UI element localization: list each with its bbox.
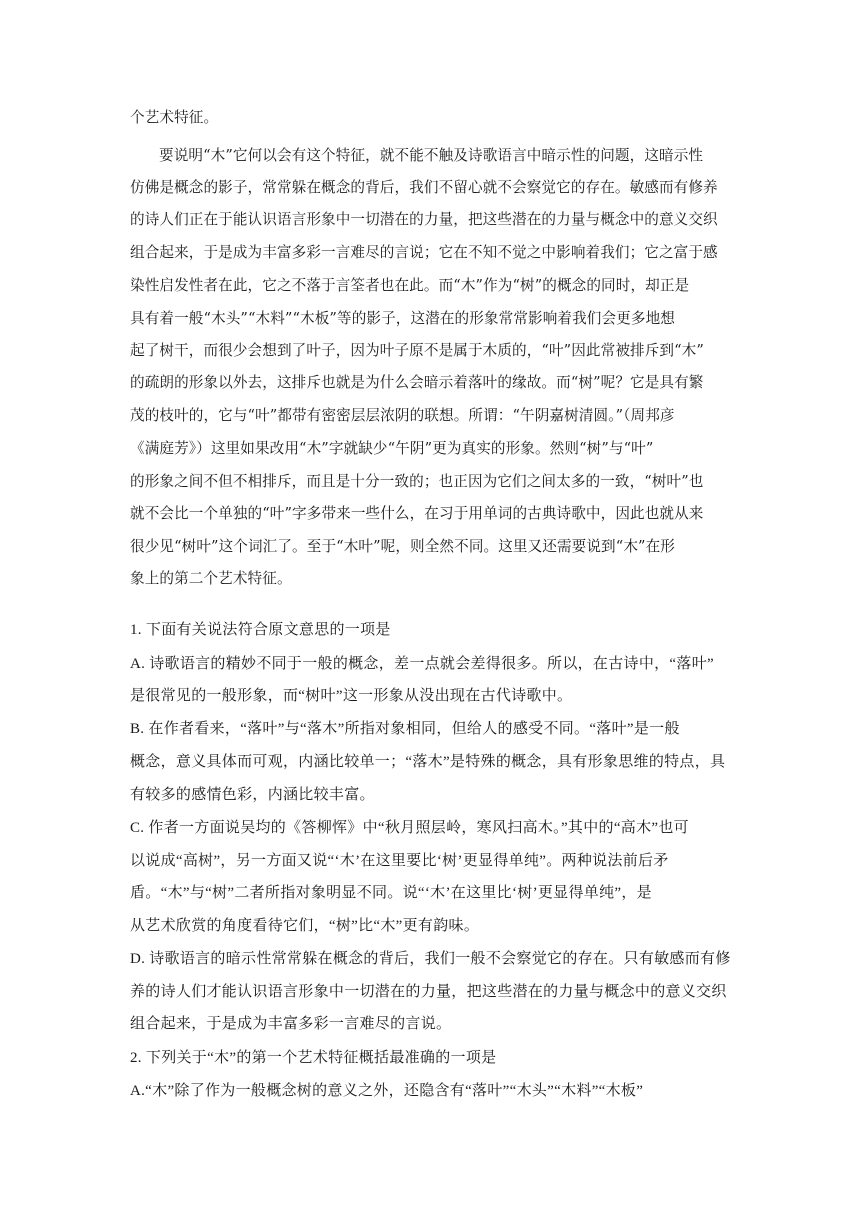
essay-line: 很少见“树叶”这个词汇了。至于“木叶”呢，则全然不同。这里又还需要说到“木”在形 (130, 538, 675, 555)
essay-line: 仿佛是概念的影子，常常躲在概念的背后，我们不留心就不会察觉它的存在。敏感而有修养 (130, 179, 718, 196)
option-a-line: A. 诗歌语言的精妙不同于一般的概念，差一点就会差得很多。所以，在古诗中，“落叶” (130, 656, 714, 672)
option-c-line: C. 作者一方面说吴均的《答柳恽》中“秋月照层岭，寒风扫高木。”其中的“高木”也可 (130, 820, 689, 836)
essay-line: 象上的第二个艺术特征。 (130, 570, 292, 587)
question-2: 2. 下列关于“木”的第一个艺术特征概括最准确的一项是 (130, 1050, 497, 1066)
option-c-line: 从艺术欣赏的角度看待它们，“树”比“木”更有韵味。 (130, 918, 480, 934)
essay-line: 组合起来，于是成为丰富多彩一言难尽的言说；它在不知不觉之中影响着我们；它之富于感 (130, 244, 718, 261)
essay-line: 个艺术特征。 (130, 109, 219, 126)
essay-line: 染性启发性者在此，它之不落于言筌者也在此。而“木”作为“树”的概念的同时，却正是 (130, 277, 690, 294)
essay-line: 的疏朗的形象以外去，这排斥也就是为什么会暗示着落叶的缘故。而“树”呢？它是具有繁 (130, 374, 704, 391)
option-d-line: D. 诗歌语言的暗示性常常躲在概念的背后，我们一般不会察觉它的存在。只有敏感而有修 (130, 951, 731, 967)
option-c-line: 以说成“高树”，另一方面又说“‘木’在这里要比‘树’更显得单纯”。两种说法前后矛 (130, 853, 669, 869)
essay-line: 茂的枝叶的，它与“叶”都带有密密层层浓阴的联想。所谓：“午阴嘉树清圆。”（周邦彦 (130, 407, 675, 424)
option-d-line: 组合起来，于是成为丰富多彩一言难尽的言说。 (130, 1016, 452, 1032)
question-1: 1. 下面有关说法符合原文意思的一项是 (130, 622, 391, 638)
option-d-line: 养的诗人们才能认识语言形象中一切潜在的力量，把这些潜在的力量与概念中的意义交织 (130, 984, 727, 1000)
essay-line: 起了树干，而很少会想到了叶子，因为叶子原不是属于木质的，“叶”因此常被排斥到“木” (130, 342, 704, 359)
option-b-line: 有较多的感情色彩，内涵比较丰富。 (130, 787, 375, 803)
essay-line: 要说明“木”它何以会有这个特征，就不能不触及诗歌语言中暗示性的问题，这暗示性 (159, 147, 704, 164)
option-b-line: B. 在作者看来，“落叶”与“落木”所指对象相同，但给人的感受不同。“落叶”是一般 (130, 721, 680, 737)
option-a-line: A.“木”除了作为一般概念树的意义之外，还隐含有“落叶”“木头”“木料”“木板” (130, 1083, 644, 1099)
option-a-line: 是很常见的一般形象，而“树叶”这一形象从没出现在古代诗歌中。 (130, 688, 573, 704)
essay-line: 的形象之间不但不相排斥，而且是十分一致的；也正因为它们之间太多的一致，“树叶”也 (130, 473, 704, 490)
option-b-line: 概念，意义具体而可观，内涵比较单一；“落木”是特殊的概念，具有形象思维的特点，具 (130, 754, 726, 770)
essay-line: 具有着一般“木头”“木料”“木板”等的影子，这潜在的形象常常影响着我们会更多地想 (130, 310, 675, 327)
essay-line: 就不会比一个单独的“叶”字多带来一些什么，在习于用单词的古典诗歌中，因此也就从来 (130, 505, 704, 522)
essay-line: 《满庭芳》）这里如果改用“木”字就缺少“午阴”更为真实的形象。然则“树”与“叶” (130, 440, 654, 457)
option-c-line: 盾。“木”与“树”二者所指对象明显不同。说“‘木’在这里比‘树’更显得单纯”，是 (130, 885, 652, 901)
essay-line: 的诗人们正在于能认识语言形象中一切潜在的力量，把这些潜在的力量与概念中的意义交织 (130, 211, 718, 228)
